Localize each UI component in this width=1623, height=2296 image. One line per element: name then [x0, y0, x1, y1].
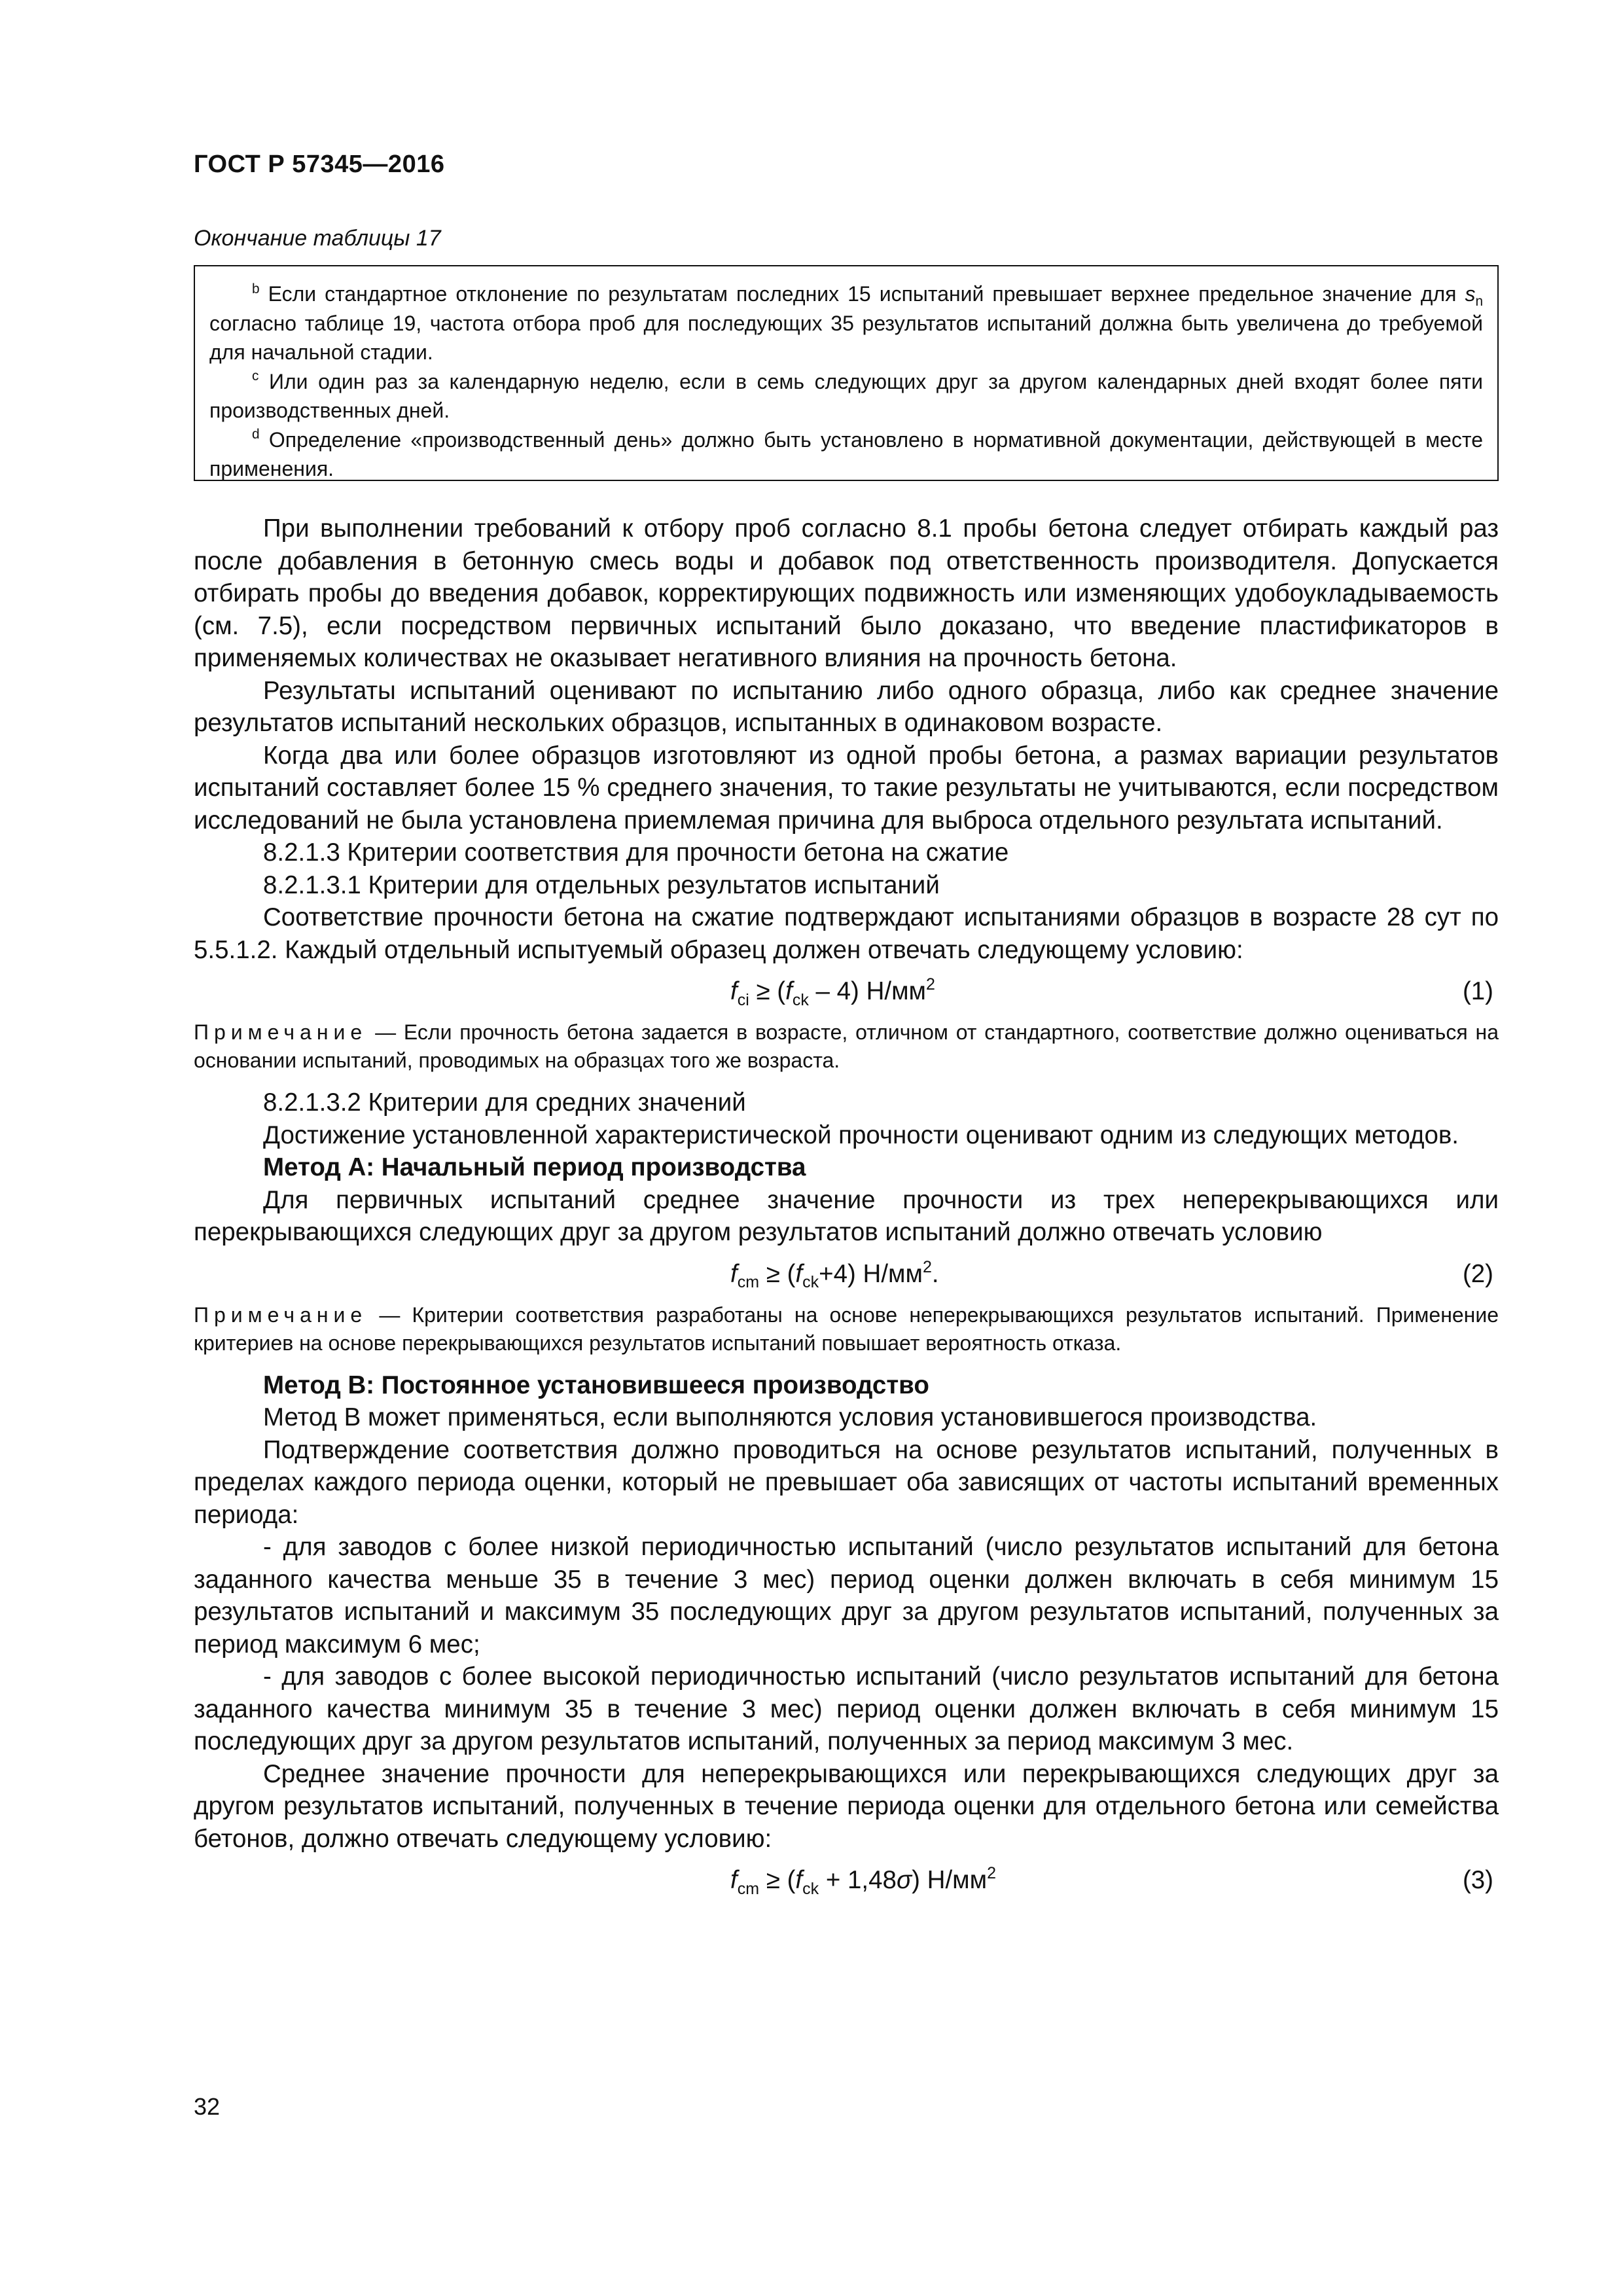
formula-2: [194, 1258, 1499, 1296]
paragraph: Подтверждение соответствия должно проводиться на основе результатов испытаний, полученных в пределах каждого периода оценки, который не превышает оба зависящих от частоты испытаний временных периода:: [194, 1435, 1499, 1529]
formula-3: [194, 1864, 1499, 1902]
formula-1: [194, 975, 1499, 1013]
section-heading: 8.2.1.3.1 Критерии для отдельных результатов испытаний: [263, 870, 940, 899]
formula-expression: $f_{cm} \ge (f_{ck} + 1,48\sigma)$ $Н/мм^2$: [730, 1864, 997, 1898]
note: Примечание — Если прочность бетона задается в возрасте, отличном от стандартного, соответствие должно оцениваться на основании испытаний, проводимых на образцах того же возраста.: [194, 1020, 1499, 1072]
paragraph: Результаты испытаний оценивают по испытанию либо одного образца, либо как среднее значение результатов испытаний нескольких образцов, испытанных в одинаковом возрасте.: [194, 676, 1499, 737]
formula-number: (1): [1462, 977, 1493, 1005]
method-heading: Метод В: Постоянное установившееся производство: [263, 1371, 929, 1399]
paragraph: Метод В может применяться, если выполняются условия установившегося производства.: [263, 1403, 1317, 1431]
method-heading: Метод А: Начальный период производства: [263, 1153, 806, 1181]
document-body: [194, 512, 1499, 1906]
section-heading: 8.2.1.3.2 Критерии для средних значений: [263, 1088, 746, 1117]
paragraph: При выполнении требований к отбору проб согласно 8.1 пробы бетона следует отбирать каждый раз после добавления в бетонную смесь воды и добавок под ответственность производителя. Допускается отбирать пробы до введения добавок, корректирующих подвижность или изменяющих удобоукладываемость (см. 7.5), если посредством первичных испытаний было доказано, что введение пластификаторов в применяемых количествах не оказывает негативного влияния на прочность бетона.: [194, 514, 1499, 672]
paragraph: Для первичных испытаний среднее значение прочности из трех неперекрывающихся или перекрывающихся следующих друг за другом результатов испытаний должно отвечать условию: [194, 1185, 1499, 1246]
formula-number: (3): [1462, 1866, 1493, 1894]
paragraph: Соответствие прочности бетона на сжатие подтверждают испытаниями образцов в возрасте 28 сут по 5.5.1.2. Каждый отдельный испытуемый образец должен отвечать следующему условию:: [194, 903, 1499, 964]
footnote-c: $^c$ Или один раз за календарную неделю, если в семь следующих друг за другом календарных дней входят более пяти производственных дней.: [209, 368, 1484, 422]
section-heading: 8.2.1.3 Критерии соответствия для прочности бетона на сжатие: [263, 838, 1009, 867]
formula-expression: $f_{cm} \ge (f_{ck}+4)$ $Н/мм^2$.: [730, 1257, 939, 1292]
paragraph: Когда два или более образцов изготовляют из одной пробы бетона, а размах вариации результатов испытаний составляет более 15 % среднего значения, то такие результаты не учитываются, если посредством исследований не была установлена приемлемая причина для выброса отдельного результата испытаний.: [194, 741, 1499, 834]
document-header: ГОСТ Р 57345—2016: [194, 151, 445, 178]
paragraph: Среднее значение прочности для неперекрывающихся или перекрывающихся следующих друг за другом результатов испытаний, полученных в течение периода оценки для отдельного бетона или семейства бетонов, должно отвечать следующему условию:: [194, 1759, 1499, 1853]
formula-expression: $f_{ci} \ge (f_{ck} - 4)$ $Н/мм^2$: [730, 975, 935, 1009]
page-number: 32: [194, 2093, 221, 2120]
footnote-d: $^d$ Определение «производственный день» должно быть установлено в нормативной документации, действующей в месте применения.: [209, 427, 1484, 480]
note: Примечание — Критерии соответствия разработаны на основе неперекрывающихся результатов испытаний. Применение критериев на основе перекрывающихся результатов испытаний повышает вероятность отказа.: [194, 1302, 1499, 1355]
footnote-b: $^b$ Если стандартное отклонение по результатам последних 15 испытаний превышает верхнее предельное значение для $s_n$ согласно таблице 19, частота отбора проб для последующих 35 результатов испытаний должна быть увеличена до требуемой для начальной стадии.: [209, 281, 1484, 364]
paragraph: Достижение установленной характеристической прочности оценивают одним из следующих методов.: [263, 1121, 1459, 1149]
table-footnotes-box: [194, 265, 1499, 481]
list-item: - для заводов с более высокой периодичностью испытаний (число результатов испытаний для бетона заданного качества минимум 35 в течение 3 мес) период оценки должен включать в себя минимум 15 последующих друг за другом результатов испытаний, полученных за период максимум 3 мес.: [194, 1662, 1499, 1755]
list-item: - для заводов с более низкой периодичностью испытаний (число результатов испытаний для бетона заданного качества меньше 35 в течение 3 мес) период оценки должен включать в себя минимум 15 результатов испытаний и максимум 35 последующих друг за другом результатов испытаний, полученных за период максимум 6 мес;: [194, 1533, 1499, 1659]
table-continuation-caption: Окончание таблицы 17: [194, 226, 441, 251]
formula-number: (2): [1462, 1259, 1493, 1288]
